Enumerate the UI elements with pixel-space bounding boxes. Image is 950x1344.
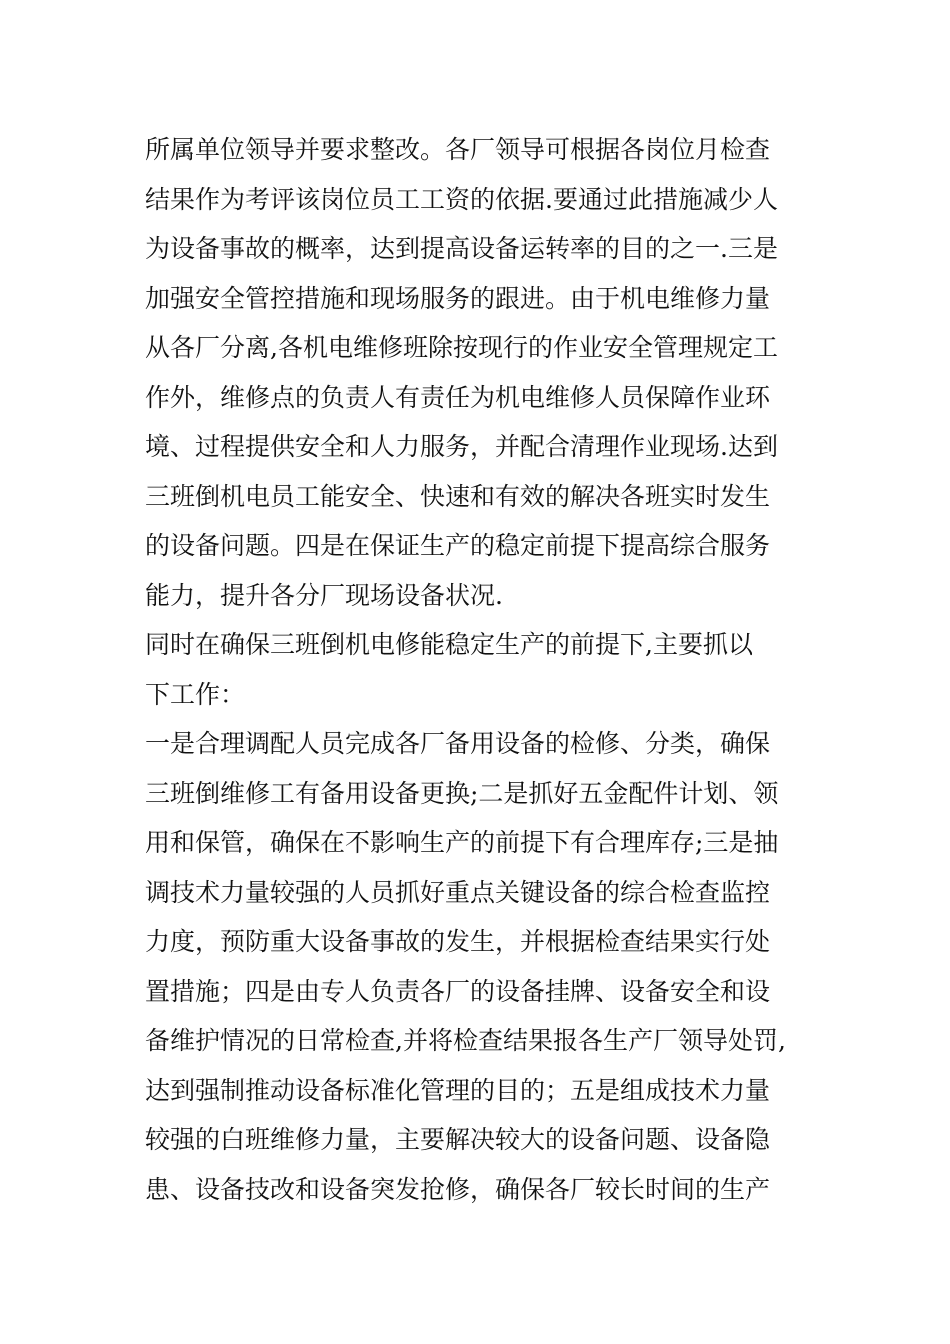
text-line: 境、过程提供安全和人力服务，并配合清理作业现场.达到 (145, 432, 778, 461)
text-line: 三班倒维修工有备用设备更换;二是抓好五金配件计划、领 (145, 778, 779, 808)
text-line: 结果作为考评该岗位员工工资的依据.要通过此措施减少人 (145, 184, 778, 214)
text-line: 能力，提升各分厂现场设备状况. (145, 580, 503, 610)
text-line: 力度，预防重大设备事故的发生，并根据检查结果实行处 (145, 927, 771, 956)
text-line: 同时在确保三班倒机电修能稳定生产的前提下,主要抓以 (145, 630, 753, 659)
text-line: 为设备事故的概率，达到提高设备运转率的目的之一.三是 (145, 234, 778, 263)
text-line: 较强的白班维修力量，主要解决较大的设备问题、设备隐 (145, 1125, 771, 1154)
text-line: 从各厂分离,各机电维修班除按现行的作业安全管理规定工 (145, 333, 778, 362)
text-line: 的设备问题。四是在保证生产的稳定前提下提高综合服务 (145, 531, 771, 560)
text-line: 调技术力量较强的人员抓好重点关键设备的综合检查监控 (145, 877, 771, 907)
body-text (145, 125, 810, 1214)
text-line: 一是合理调配人员完成各厂备用设备的检修、分类，确保 (145, 729, 771, 758)
text-line: 所属单位领导并要求整改。各厂领导可根据各岗位月检查 (145, 135, 771, 164)
text-line: 作外，维修点的负责人有责任为机电维修人员保障作业环 (145, 382, 771, 412)
text-line: 用和保管，确保在不影响生产的前提下有合理库存;三是抽 (145, 828, 779, 857)
text-line: 患、设备技改和设备突发抢修，确保各厂较长时间的生产 (145, 1174, 771, 1204)
text-line: 加强安全管控措施和现场服务的跟进。由于机电维修力量 (145, 283, 771, 313)
text-line: 备维护情况的日常检查,并将检查结果报各生产厂领导处罚, (145, 1026, 786, 1055)
text-line: 三班倒机电员工能安全、快速和有效的解决各班实时发生 (145, 481, 771, 511)
text-line: 达到强制推动设备标准化管理的目的；五是组成技术力量 (145, 1075, 771, 1105)
text-line: 下工作： (145, 679, 246, 709)
text-line: 置措施；四是由专人负责各厂的设备挂牌、设备安全和设 (145, 976, 771, 1006)
